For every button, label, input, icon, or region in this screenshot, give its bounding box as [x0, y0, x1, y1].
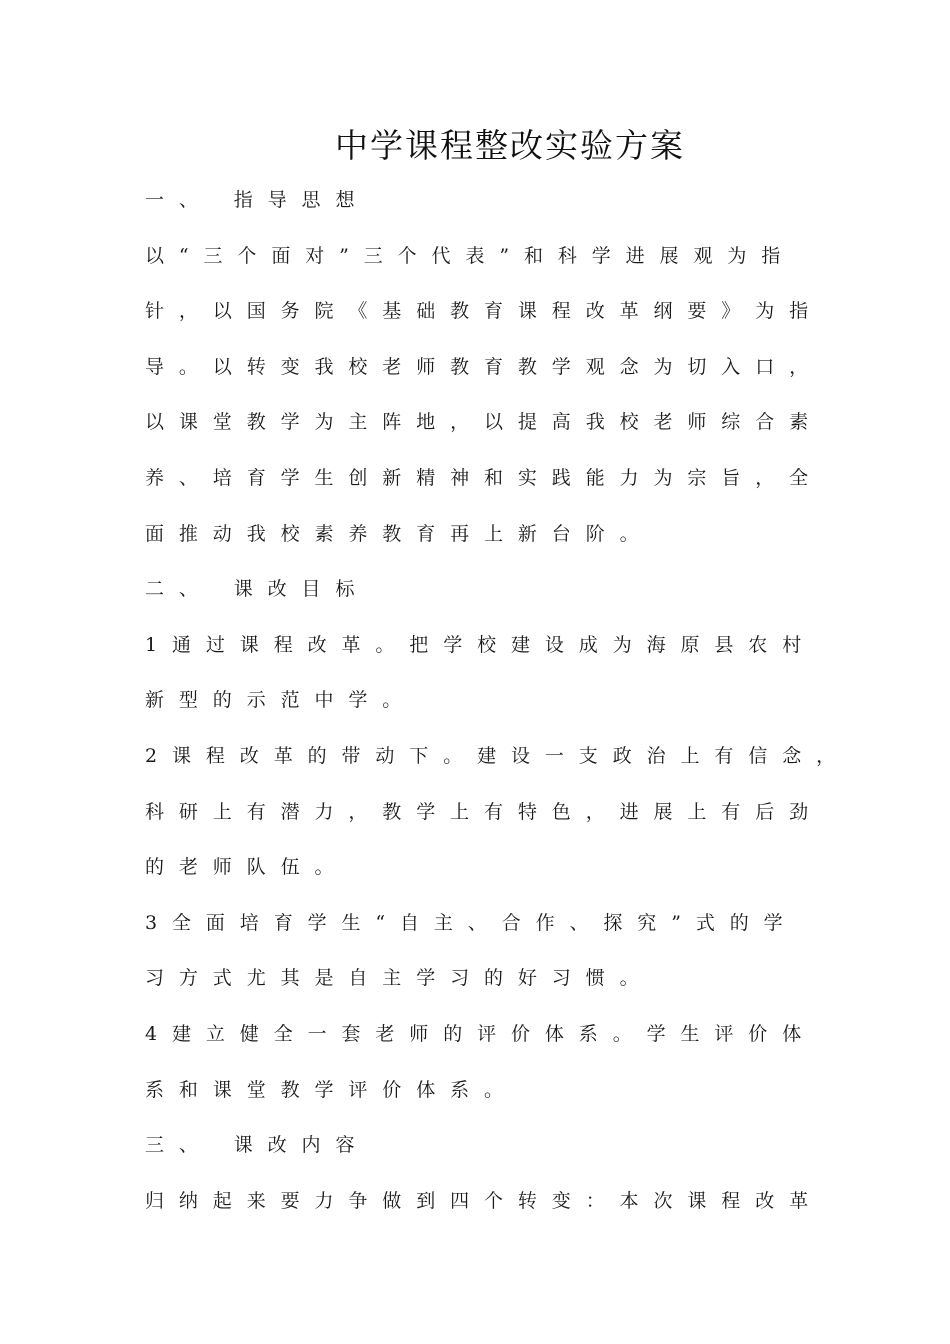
section-heading-guiding-ideology: 一、 指导思想 [145, 189, 370, 211]
list-item-line: 3全面培育学生“自主、合作、探究”式的学 [145, 911, 798, 934]
list-item-line: 2课程改革的带动下。建设一支政治上有信念， [145, 744, 850, 767]
list-item-line: 系和课堂教学评价体系。 [145, 1078, 518, 1101]
list-item-line: 新型的示范中学。 [145, 689, 417, 712]
list-item-line: 科研上有潜力，教学上有特色，进展上有后劲 [145, 800, 824, 823]
paragraph-line: 以“三个面对”三个代表”和科学进展观为指 [145, 244, 796, 267]
document-body [145, 184, 850, 1240]
paragraph-line: 针，以国务院《基础教育课程改革纲要》为指 [145, 300, 824, 323]
list-item-line: 1通过课程改革。把学校建设成为海原县农村 [145, 633, 817, 656]
paragraph-line: 养、培育学生创新精神和实践能力为宗旨，全 [145, 466, 824, 489]
list-item-line: 的老师队伍。 [145, 856, 349, 879]
document-title: 中学课程整改实验方案 [335, 126, 685, 165]
paragraph-line: 面推动我校素养教育再上新台阶。 [145, 522, 654, 545]
section-heading-reform-goals: 二、 课改目标 [145, 578, 370, 601]
section-heading-reform-content: 三、 课改内容 [145, 1134, 370, 1157]
paragraph-line: 归纳起来要力争做到四个转变：本次课程改革 [145, 1189, 824, 1212]
list-item-line: 4建立健全一套老师的评价体系。学生评价体 [145, 1022, 817, 1045]
list-item-line: 习方式尤其是自主学习的好习惯。 [145, 967, 654, 990]
paragraph-line: 导。以转变我校老师教育教学观念为切入口， [145, 355, 824, 378]
paragraph-line: 以课堂教学为主阵地，以提高我校老师综合素 [145, 411, 824, 434]
